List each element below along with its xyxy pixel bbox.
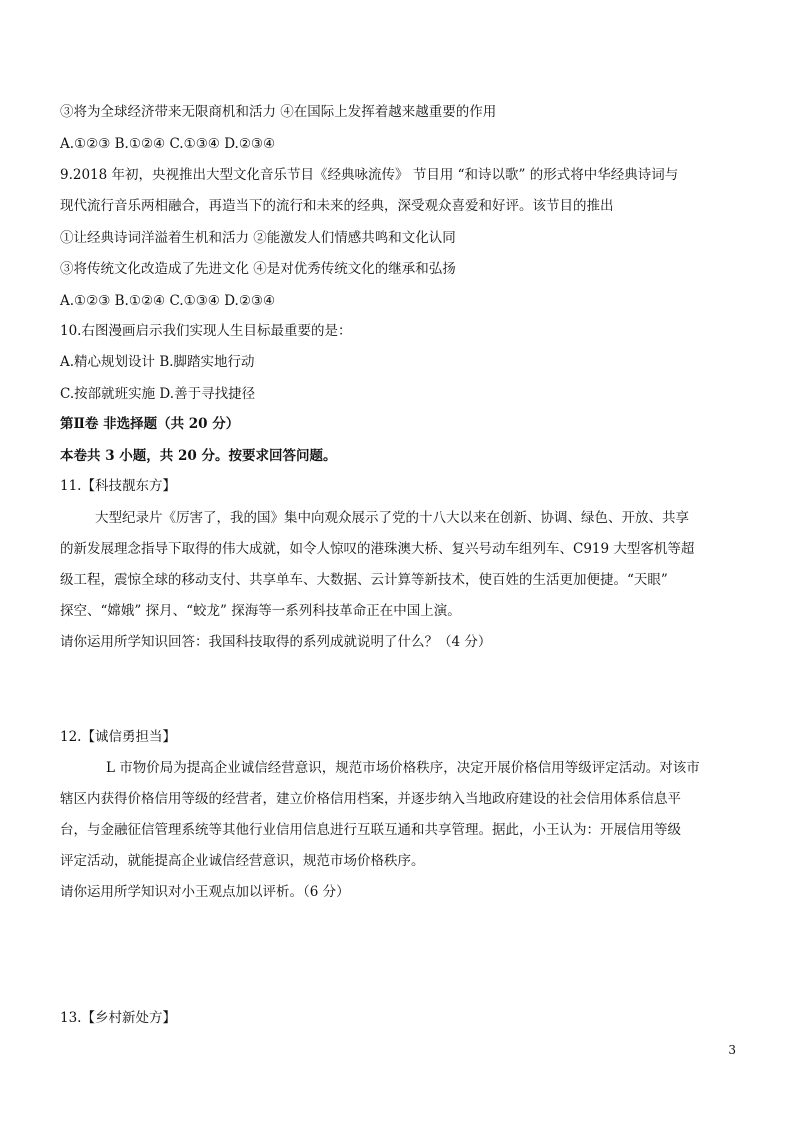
- q12-para-line3: 台，与金融征信管理系统等其他行业信用信息进行互联互通和共享管理。据此，小王认为：开展信用等级: [60, 822, 681, 838]
- section2-instruction: 本卷共 3 小题，共 20 分。按要求回答问题。: [60, 448, 337, 464]
- q11-question: 请你运用所学知识回答：我国科技取得的系列成就说明了什么？（4 分）: [60, 634, 492, 650]
- page-number: 3: [728, 1043, 736, 1057]
- q9-options-line2: ③将传统文化改造成了先进文化 ④是对优秀传统文化的继承和弘扬: [60, 261, 456, 277]
- section2-title: 第Ⅱ卷 非选择题（共 20 分）: [60, 416, 240, 432]
- q10-choices-line1: A.精心规划设计 B.脚踏实地行动: [60, 354, 255, 370]
- q12-para-line2: 辖区内获得价格信用等级的经营者，建立价格信用档案，并逐步纳入当地政府建设的社会信用体系信息平: [60, 791, 681, 807]
- q8-choices: A.①②③ B.①②④ C.①③④ D.②③④: [60, 136, 276, 152]
- q11-para-line3: 级工程，震惊全球的移动支付、共享单车、大数据、云计算等新技术，使百姓的生活更加便捷。“天眼”: [60, 572, 668, 588]
- q12-question: 请你运用所学知识对小王观点加以评析。（6 分）: [60, 884, 350, 900]
- q12-para-line1: L 市物价局为提高企业诚信经营意识，规范市场价格秩序，决定开展价格信用等级评定活动。对该市: [106, 760, 700, 776]
- q10-choices-line2: C.按部就班实施 D.善于寻找捷径: [60, 386, 256, 402]
- q8-options-line2: ③将为全球经济带来无限商机和活力 ④在国际上发挥着越来越重要的作用: [60, 104, 497, 120]
- q10-stem: 10.右图漫画启示我们实现人生目标最重要的是：: [60, 323, 352, 339]
- q13-heading: 13.【乡村新处方】: [60, 1010, 176, 1026]
- q12-para-line4: 评定活动，就能提高企业诚信经营意识，规范市场价格秩序。: [60, 853, 425, 869]
- q11-para-line1: 大型纪录片《厉害了，我的国》集中向观众展示了党的十八大以来在创新、协调、绿色、开放、共享: [95, 510, 689, 526]
- q11-heading: 11.【科技靓东方】: [60, 478, 176, 494]
- q9-stem-line1: 9.2018 年初，央视推出大型文化音乐节目《经典咏流传》 节目用 “和诗以歌” 的形式将中华经典诗词与: [60, 167, 679, 183]
- q11-para-line2: 的新发展理念指导下取得的伟大成就，如令人惊叹的港珠澳大桥、复兴号动车组列车、C919 大型客机等超: [60, 541, 695, 557]
- q12-heading: 12.【诚信勇担当】: [60, 729, 176, 745]
- q9-choices: A.①②③ B.①②④ C.①③④ D.②③④: [60, 293, 276, 309]
- q9-stem-line2: 现代流行音乐两相融合，再造当下的流行和未来的经典，深受观众喜爱和好评。该节目的推出: [60, 198, 614, 214]
- q9-options-line1: ①让经典诗词洋溢着生机和活力 ②能激发人们情感共鸣和文化认同: [60, 230, 456, 246]
- q11-para-line4: 探空、“嫦娥” 探月、“蛟龙” 探海等一系列科技革命正在中国上演。: [60, 603, 461, 619]
